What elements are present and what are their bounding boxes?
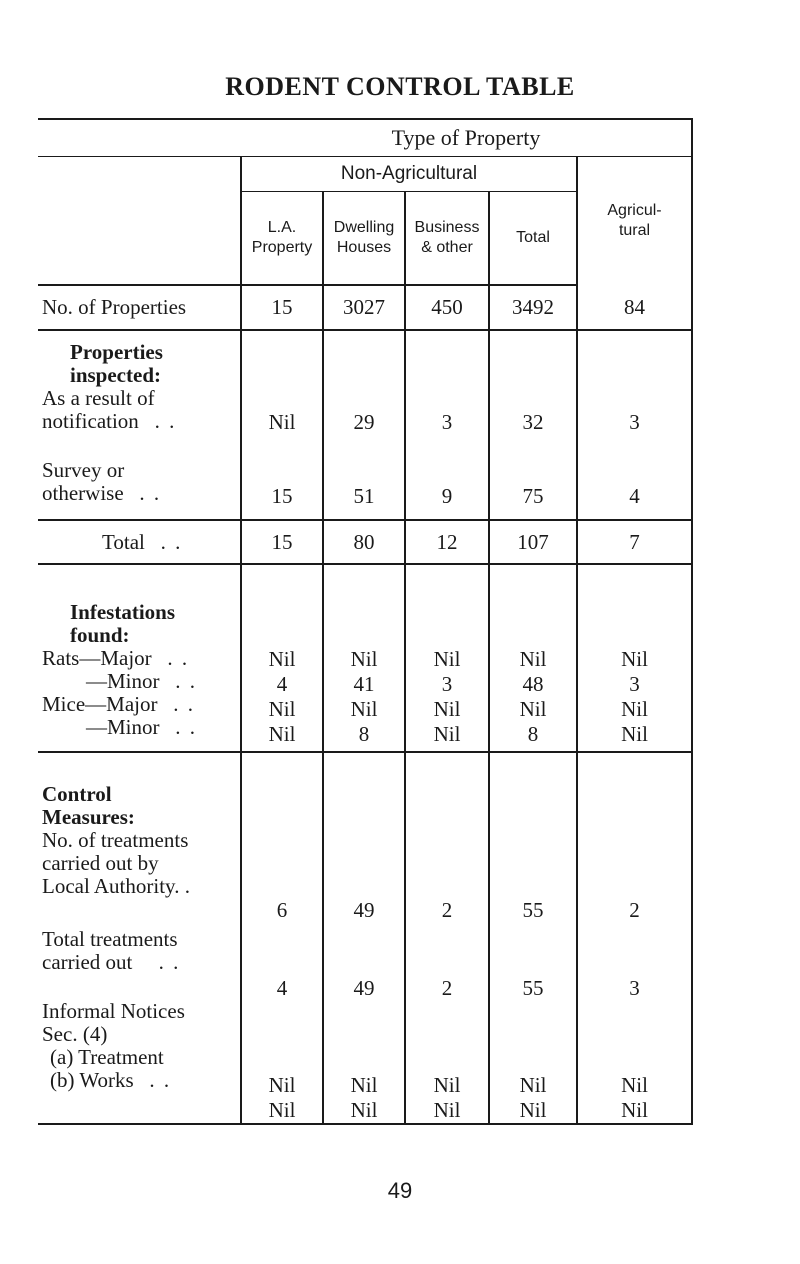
page-title: RODENT CONTROL TABLE	[225, 72, 575, 101]
table-row-total: Total . . 15 80 12 107 7	[38, 520, 692, 564]
header-business-other: Business & other	[405, 192, 489, 286]
header-type-of-property: Type of Property	[241, 119, 692, 157]
section-label-inspected: Properties inspected: As a result of notification . . Survey or otherwise . .	[38, 330, 241, 520]
header-non-agricultural: Non-Agricultural	[241, 157, 577, 192]
header-corner	[38, 119, 241, 157]
header-agricultural: Agricul- tural	[577, 157, 692, 286]
table-section-infestations: Infestations found: Rats—Major . . —Minor . . Mice—Major . . —Minor . . Nil 4 Nil Nil Nil 41 Nil 8 Nil 3 Nil Nil Nil 48 Nil 8 Nil 3 Nil Nil	[38, 564, 692, 752]
header-total: Total	[489, 192, 577, 286]
row-label: No. of Properties	[38, 285, 241, 330]
rodent-control-table	[38, 118, 693, 1125]
header-la-property: L.A. Property	[241, 192, 323, 286]
page-number: 49	[387, 1178, 413, 1203]
table-section-control-measures: Control Measures: No. of treatments carried out by Local Authority. . Total treatments carried out . . Informal Notices Sec. (4) (a) Treatment (b) Works . . 6 4 Nil Nil 49 49 Nil Nil 2 2 Nil Nil 55 55 Nil Nil 2 3 Nil Nil	[38, 752, 692, 1124]
header-dwelling-houses: Dwelling Houses	[323, 192, 405, 286]
table-section-inspected: Properties inspected: As a result of notification . . Survey or otherwise . . Nil 15 29 51 3 9 32 75 3 4	[38, 330, 692, 520]
table-row-no-of-properties: No. of Properties 15 3027 450 3492 84	[38, 285, 692, 330]
